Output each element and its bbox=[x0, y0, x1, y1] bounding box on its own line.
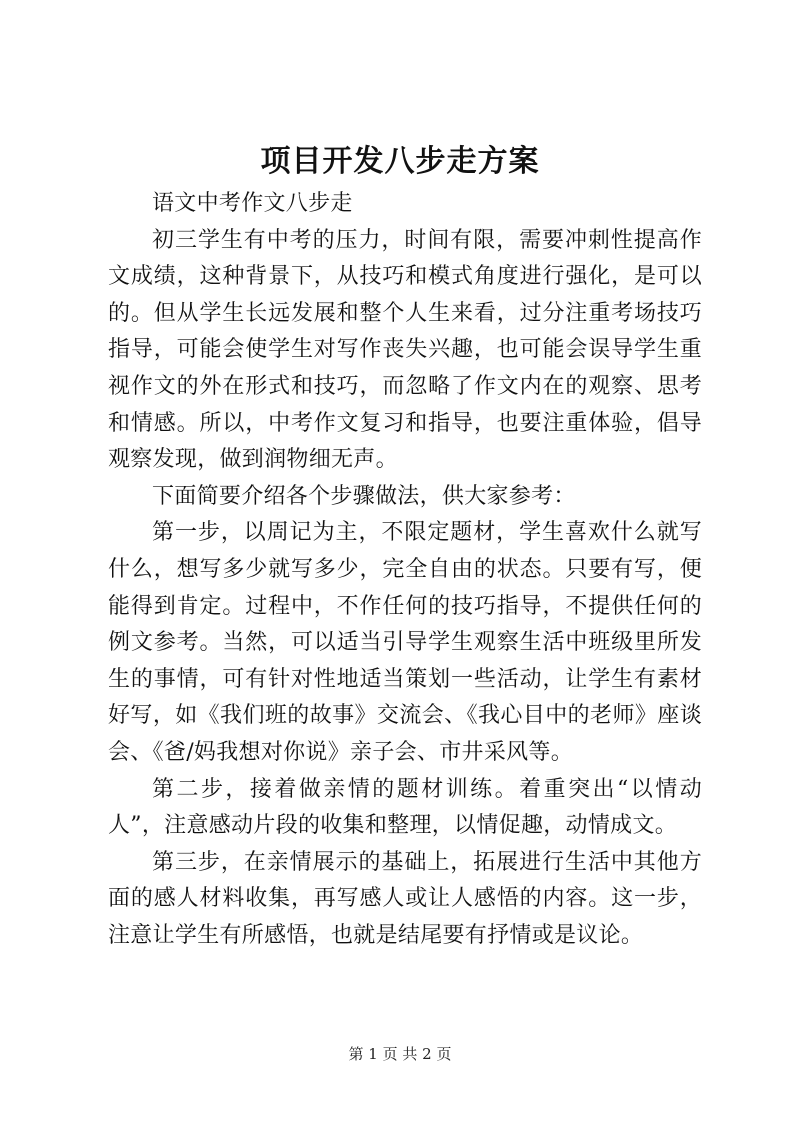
document-body bbox=[108, 186, 702, 954]
step-three-paragraph: 第三步，在亲情展示的基础上，拓展进行生活中其他方面的感人材料收集，再写感人或让人感悟的内容。这一步，注意让学生有所感悟，也就是结尾要有抒情或是议论。 bbox=[108, 849, 702, 948]
subtitle-paragraph: 语文中考作文八步走 bbox=[152, 191, 353, 216]
intro-paragraph: 初三学生有中考的压力，时间有限，需要冲刺性提高作文成绩，这种背景下，从技巧和模式角度进行强化，是可以的。但从学生长远发展和整个人生来看，过分注重考场技巧指导，可能会使学生对写作丧失兴趣，也可能会误导学生重视作文的外在形式和技巧，而忽略了作文内在的观察、思考和情感。所以，中考作文复习和指导，也要注重体验，倡导观察发现，做到润物细无声。 bbox=[108, 227, 702, 473]
overview-paragraph: 下面简要介绍各个步骤做法，供大家参考： bbox=[152, 483, 576, 509]
document-title: 项目开发八步走方案 bbox=[260, 144, 540, 179]
step-two-paragraph: 第二步，接着做亲情的题材训练。着重突出“以情动人”，注意感动片段的收集和整理，以情促趣，动情成文。 bbox=[108, 776, 702, 839]
step-one-paragraph: 第一步，以周记为主，不限定题材，学生喜欢什么就写什么，想写多少就写多少，完全自由的状态。只要有写，便能得到肯定。过程中，不作任何的技巧指导，不提供任何的例文参考。当然，可以适当引导学生观察生活中班级里所发生的事情，可有针对性地适当策划一些活动，让学生有素材好写，如《我们班的故事》交流会、《我心目中的老师》座谈会、《爸/妈我想对你说》亲子会、市井采风等。 bbox=[108, 520, 702, 765]
page-footer: 第 1 页 共 2 页 bbox=[348, 1045, 452, 1063]
